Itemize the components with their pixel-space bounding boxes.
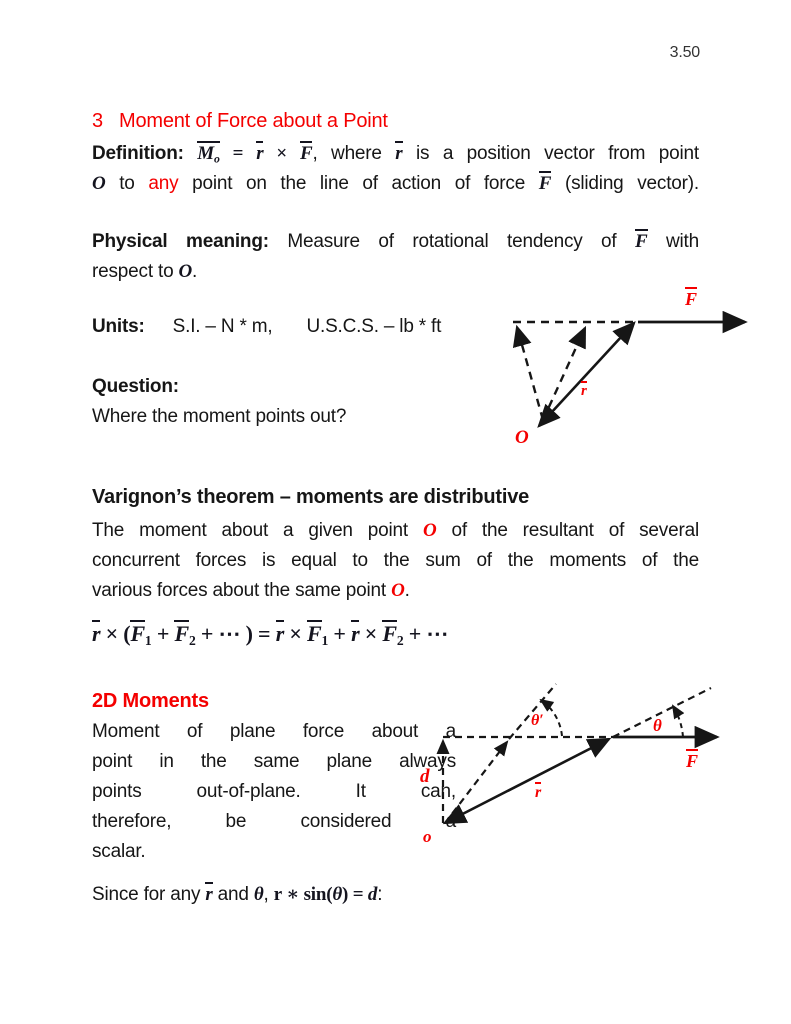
alt-position-vector-left bbox=[517, 327, 543, 420]
math-r-vector: r bbox=[395, 143, 403, 164]
math-r-vector: r bbox=[256, 143, 264, 164]
2d-moments-paragraph bbox=[92, 717, 456, 867]
math-F-vector: F bbox=[635, 231, 648, 252]
r-vector-label: r bbox=[535, 784, 542, 801]
math-O-point-red: O bbox=[391, 580, 405, 601]
math-r-vector: r bbox=[351, 621, 360, 646]
math-F1-vector: F bbox=[130, 621, 145, 646]
math-d: d bbox=[367, 884, 378, 905]
since-line: Since for any r and θ, r ∗ sin(θ) = d: bbox=[92, 884, 383, 905]
definition-label: Definition: bbox=[92, 143, 198, 164]
2d-moments-heading: 2D Moments bbox=[92, 690, 209, 712]
math-M-vector: Mo bbox=[197, 143, 220, 166]
math-F1-vector: F bbox=[307, 621, 322, 646]
page-number: 3.50 bbox=[669, 44, 700, 61]
f-vector-label: F bbox=[686, 751, 698, 771]
theta-prime-label: θ′ bbox=[531, 712, 544, 729]
f-vector-label: F bbox=[685, 289, 697, 309]
2d-moment-diagram bbox=[405, 672, 750, 860]
physical-line-2: respect to O. bbox=[92, 261, 198, 282]
origin-point-label: O bbox=[515, 427, 529, 448]
math-F2-vector: F bbox=[174, 621, 189, 646]
moment-diagram-svg bbox=[495, 283, 761, 458]
2d-line-4: therefore, be considered a bbox=[92, 811, 456, 832]
math-r-vector: r bbox=[92, 621, 101, 646]
origin-point-label: o bbox=[423, 827, 432, 846]
math-r-vector: r bbox=[275, 621, 285, 646]
varignon-paragraph bbox=[92, 516, 699, 606]
math-theta: θ bbox=[332, 884, 343, 905]
r-vector-arrow bbox=[445, 739, 609, 823]
2d-moment-diagram-svg bbox=[405, 672, 750, 860]
question-text: Where the moment points out? bbox=[92, 406, 347, 427]
r-vector-arrow bbox=[539, 323, 634, 426]
varignon-line-2: concurrent forces is equal to the sum of the moments of the bbox=[92, 550, 699, 571]
math-O-point-red: O bbox=[422, 520, 437, 541]
varignon-formula: r × (F1 + F2 + ⋯ ) = r × F1 + r × F2 + ⋯ bbox=[92, 621, 449, 649]
definition-line-2: O to any point on the line of action of force F (sliding vector). bbox=[92, 173, 699, 194]
alt-position-vector-mid bbox=[543, 328, 585, 420]
physical-meaning-paragraph bbox=[92, 227, 699, 287]
units-uscs: U.S.C.S. – lb * ft bbox=[306, 316, 442, 337]
physical-label: Physical meaning: bbox=[92, 231, 288, 252]
2d-line-1: Moment of plane force about a bbox=[92, 721, 456, 742]
physical-line-1: Physical meaning: Measure of rotational tendency of F with bbox=[92, 231, 699, 252]
varignon-line-1: The moment about a given point O of the resultant of several bbox=[92, 520, 699, 541]
varignon-heading: Varignon’s theorem – moments are distributive bbox=[92, 486, 530, 508]
moment-diagram bbox=[495, 283, 761, 458]
varignon-line-3: various forces about the same point O. bbox=[92, 580, 410, 601]
theta-angle-arc bbox=[673, 706, 683, 737]
math-F-vector: F bbox=[538, 173, 552, 194]
2d-line-3: points out-of-plane. It can, bbox=[92, 781, 456, 802]
definition-line-1: Definition: Mo = r × F, where r is a position vector from point bbox=[92, 143, 699, 166]
math-O-point: O bbox=[178, 261, 193, 282]
distance-d-label: d bbox=[420, 766, 430, 787]
math-O-point: O bbox=[92, 173, 106, 194]
theta-prime-angle-arc bbox=[541, 700, 562, 736]
theta-label: θ bbox=[653, 716, 662, 735]
r-vector-label: r bbox=[581, 383, 587, 399]
r-extension-dashed bbox=[613, 688, 711, 737]
question-label: Question: bbox=[92, 376, 179, 397]
question-block bbox=[92, 372, 492, 432]
math-theta: θ bbox=[253, 884, 264, 905]
units-si: S.I. – N * m, bbox=[172, 316, 273, 337]
alt-position-vector-dashed bbox=[445, 742, 507, 823]
2d-line-2: point in the same plane always bbox=[92, 751, 456, 772]
2d-line-5: scalar. bbox=[92, 841, 146, 862]
units-label: Units: bbox=[92, 316, 145, 337]
math-r-vector: r bbox=[205, 884, 213, 905]
math-F2-vector: F bbox=[382, 621, 397, 646]
definition-paragraph bbox=[92, 139, 699, 199]
math-F-vector: F bbox=[299, 143, 313, 164]
any-emphasis: any bbox=[148, 173, 179, 194]
section-heading: 3 Moment of Force about a Point bbox=[92, 110, 388, 132]
units-line bbox=[92, 312, 441, 342]
